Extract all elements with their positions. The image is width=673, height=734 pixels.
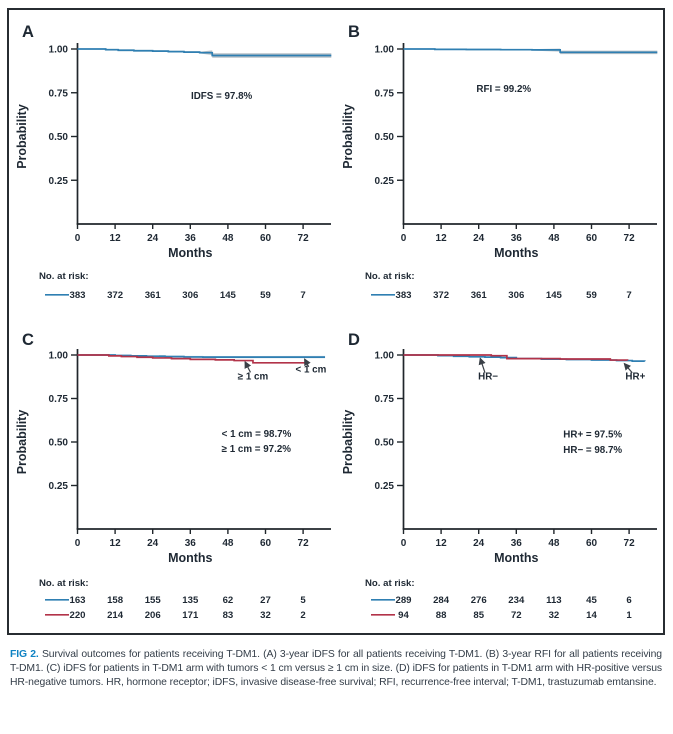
x-tick-label: 72: [623, 538, 635, 549]
at-risk-count: 2: [300, 610, 306, 621]
x-tick-label: 36: [510, 538, 522, 549]
figure-caption-label: FIG 2.: [10, 649, 39, 660]
at-risk-count: 94: [398, 610, 409, 621]
x-tick-label: 12: [435, 538, 447, 549]
x-tick-label: 0: [400, 233, 407, 244]
x-tick-label: 0: [74, 538, 81, 549]
at-risk-count: 1: [626, 610, 632, 621]
y-tick-label: 1.00: [374, 44, 394, 56]
y-tick-label: 0.25: [48, 175, 68, 187]
y-tick-label: 1.00: [48, 350, 68, 362]
x-tick-label: 24: [147, 233, 159, 244]
panel-letter: B: [348, 23, 360, 41]
x-tick-label: 48: [222, 538, 234, 549]
at-risk-label: No. at risk:: [39, 578, 89, 589]
x-tick-label: 24: [147, 538, 159, 549]
km-panel-a: [9, 10, 335, 320]
at-risk-count: 113: [546, 595, 562, 606]
y-tick-label: 0.25: [374, 481, 394, 492]
at-risk-count: 88: [435, 610, 447, 621]
at-risk-count: 234: [508, 595, 525, 606]
at-risk-label: No. at risk:: [365, 578, 415, 589]
x-tick-label: 48: [548, 538, 560, 549]
at-risk-count: 361: [144, 290, 161, 301]
y-tick-label: 0.75: [374, 394, 394, 405]
x-tick-label: 12: [109, 538, 121, 549]
x-tick-label: 12: [435, 233, 447, 244]
at-risk-count: 284: [433, 595, 450, 606]
at-risk-count: 171: [182, 610, 199, 621]
annotation-text: IDFS = 97.8%: [191, 90, 253, 102]
x-tick-label: 12: [109, 233, 121, 244]
x-tick-label: 60: [585, 538, 598, 549]
y-tick-label: 0.75: [374, 88, 394, 100]
y-tick-label: 0.25: [374, 175, 394, 187]
x-tick-label: 60: [259, 233, 272, 244]
km-panel-d: [335, 320, 663, 633]
x-tick-label: 72: [297, 233, 309, 244]
at-risk-count: 5: [300, 595, 306, 606]
x-tick-label: 48: [548, 233, 560, 244]
at-risk-count: 276: [470, 595, 487, 606]
at-risk-count: 6: [626, 595, 632, 606]
x-axis-title: Months: [494, 551, 539, 565]
at-risk-count: 372: [107, 290, 124, 301]
at-risk-count: 83: [222, 610, 234, 621]
x-tick-label: 36: [510, 233, 522, 244]
x-tick-label: 0: [74, 233, 81, 244]
at-risk-count: 383: [395, 290, 412, 301]
y-tick-label: 0.50: [48, 132, 68, 143]
y-tick-label: 0.75: [48, 394, 68, 405]
annotation-text: ≥ 1 cm = 97.2%: [221, 443, 292, 455]
y-axis-title: Probability: [341, 104, 355, 169]
y-axis-title: Probability: [341, 409, 355, 475]
x-tick-label: 72: [623, 233, 635, 244]
x-tick-label: 60: [259, 538, 272, 549]
curve-label: ≥ 1 cm: [237, 371, 269, 383]
at-risk-count: 45: [586, 595, 597, 606]
x-tick-label: 72: [297, 538, 309, 549]
at-risk-count: 155: [144, 595, 161, 606]
at-risk-count: 59: [586, 290, 597, 301]
at-risk-count: 383: [69, 290, 86, 301]
at-risk-count: 27: [260, 595, 271, 606]
curve-label: HR+: [625, 371, 646, 383]
at-risk-count: 135: [182, 595, 199, 606]
y-axis-title: Probability: [15, 409, 29, 475]
y-axis-title: Probability: [15, 104, 29, 169]
panel-letter: A: [22, 23, 34, 41]
annotation-text: HR− = 98.7%: [563, 444, 623, 456]
at-risk-count: 32: [260, 610, 271, 621]
at-risk-count: 163: [69, 595, 86, 606]
curve-label: < 1 cm: [295, 364, 327, 376]
x-axis-title: Months: [168, 246, 213, 260]
figure-caption-text: Survival outcomes for patients receiving T-DM1. (A) 3-year iDFS for all patients receiving T-DM1. (B) 3-year RFI for all patients receiving T-DM1. (C) iDFS for patients in T-DM1 arm with tumors < 1 cm versus ≥ 1 cm in size. (D) iDFS for patients in T-DM1 arm with HR-positive versus HR-negative tumors. HR, hormone receptor; iDFS, invasive disease-free survival; RFI, recurrence-free interval; T-DM1, trastuzumab emtansine.: [10, 649, 662, 688]
at-risk-count: 158: [107, 595, 124, 606]
annotation-text: HR+ = 97.5%: [563, 429, 623, 441]
km-panel-b: [335, 10, 663, 320]
y-tick-label: 0.50: [48, 437, 68, 449]
x-tick-label: 24: [473, 233, 485, 244]
at-risk-count: 145: [219, 290, 236, 301]
y-tick-label: 0.50: [374, 132, 394, 143]
at-risk-count: 7: [300, 290, 306, 301]
at-risk-count: 214: [107, 610, 124, 621]
x-axis-title: Months: [494, 246, 539, 260]
curve-label: HR−: [478, 371, 499, 383]
at-risk-count: 62: [222, 595, 234, 606]
at-risk-count: 32: [548, 610, 560, 621]
annotation-text: RFI = 99.2%: [476, 83, 532, 95]
y-tick-label: 1.00: [48, 44, 68, 56]
panel-letter: C: [22, 331, 34, 349]
y-tick-label: 0.25: [48, 481, 68, 492]
figure-caption: [10, 648, 662, 690]
at-risk-count: 59: [260, 290, 271, 301]
at-risk-count: 372: [433, 290, 450, 301]
at-risk-label: No. at risk:: [39, 271, 89, 282]
at-risk-count: 72: [510, 610, 522, 621]
x-tick-label: 60: [585, 233, 598, 244]
at-risk-count: 306: [182, 290, 199, 301]
at-risk-count: 220: [69, 610, 86, 621]
y-tick-label: 0.75: [48, 88, 68, 100]
x-tick-label: 36: [184, 233, 196, 244]
at-risk-count: 289: [395, 595, 412, 606]
x-tick-label: 0: [400, 538, 407, 549]
at-risk-count: 306: [508, 290, 525, 301]
at-risk-count: 206: [144, 610, 161, 621]
at-risk-count: 145: [545, 290, 562, 301]
x-tick-label: 36: [184, 538, 196, 549]
km-panel-c: [9, 320, 335, 633]
y-tick-label: 0.50: [374, 437, 394, 449]
at-risk-label: No. at risk:: [365, 271, 415, 282]
curve-label-arrow: [480, 358, 485, 372]
at-risk-count: 7: [626, 290, 632, 301]
annotation-text: < 1 cm = 98.7%: [221, 428, 292, 440]
panel-letter: D: [348, 331, 360, 349]
x-tick-label: 48: [222, 233, 234, 244]
y-tick-label: 1.00: [374, 350, 394, 362]
x-axis-title: Months: [168, 551, 213, 565]
x-tick-label: 24: [473, 538, 485, 549]
at-risk-count: 14: [586, 610, 597, 621]
at-risk-count: 361: [470, 290, 487, 301]
figure-panel-grid: [7, 8, 665, 635]
at-risk-count: 85: [473, 610, 485, 621]
